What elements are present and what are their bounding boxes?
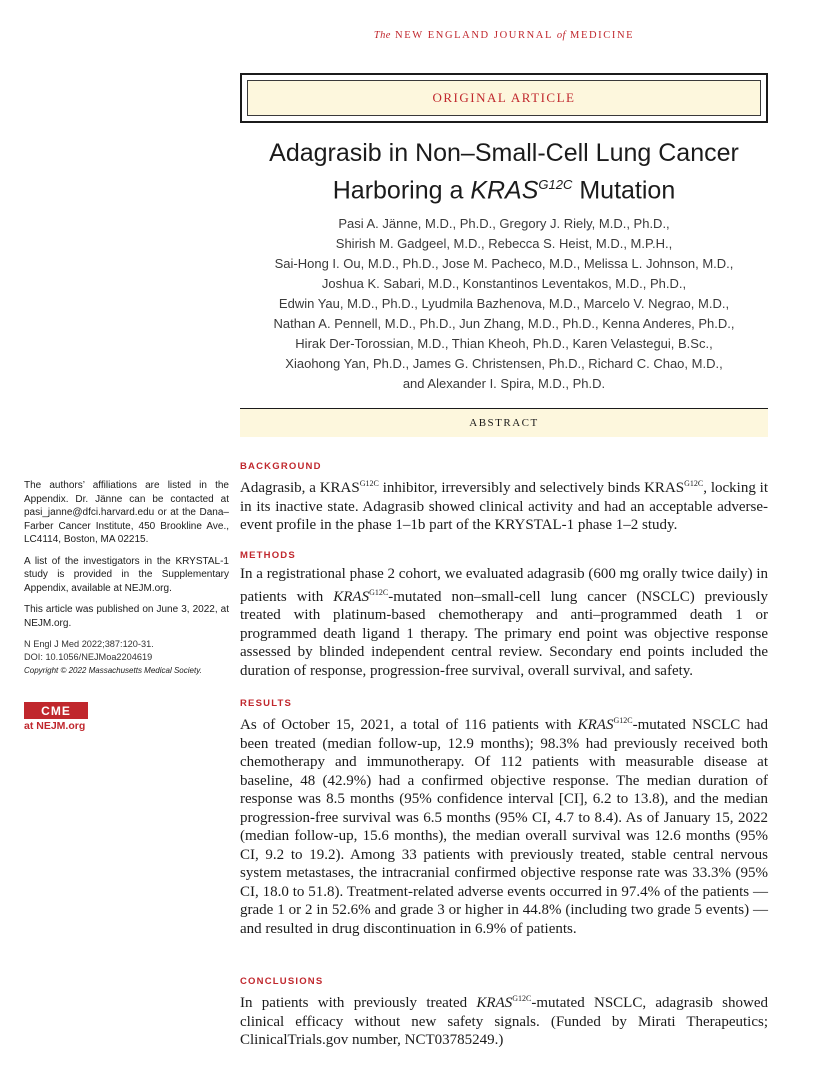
affiliations-note: The authors’ affiliations are listed in the Appendix. Dr. Jänne can be contacted at pasi_janne@dfci.harvard.edu or at the Dana–Farber Cancer Institute, 450 Brookline Ave., LC4114, Boston, MA 02215. [24, 480, 229, 545]
author-line: Nathan A. Pennell, M.D., Ph.D., Jun Zhang, M.D., Ph.D., Kenna Anderes, Ph.D., [273, 316, 735, 331]
article-title [240, 138, 768, 206]
conclusions-text-1: In patients with previously treated [240, 995, 477, 1011]
background-heading: BACKGROUND [240, 461, 322, 472]
cme-badge[interactable]: CME [24, 702, 88, 719]
results-text-2: -mutated NSCLC had been treated (median follow-up, 12.9 months); 98.3% had previously received both chemotherapy and immunotherapy. Of 112 patients with measurable disease at baseline, 48 (42.9%) had a confirmed objective response. The median duration of response was 8.5 months (95% confidence interval [CI], 6.2 to 13.8), and the median progression-free survival was 6.5 months (95% CI, 4.7 to 8.4). As of January 15, 2022 (median follow-up, 15.6 months), the median overall survival was 12.6 months (95% CI, 9.2 to 19.2). Among 33 patients with previously treated, stable central nervous system metastases, the intracranial confirmed objective response rate was 33.3% (95% CI, 18.0 to 51.8). Treatment-related adverse events occurred in 97.4% of the patients — grade 1 or 2 in 52.6% and grade 3 or higher in 44.8% (including two grade 5 events) — and resulted in drug discontinuation in 6.9% of patients. [240, 717, 768, 937]
mutation-superscript: G12C [613, 716, 633, 725]
title-gene: KRAS [470, 176, 539, 205]
gene-name: KRAS [333, 588, 370, 605]
author-line: and Alexander I. Spira, M.D., Ph.D. [402, 376, 606, 391]
background-text [240, 475, 768, 535]
masthead-of: of [556, 30, 566, 41]
author-line: Joshua K. Sabari, M.D., Konstantinos Leventakos, M.D., Ph.D., [321, 276, 687, 291]
mutation-superscript: G12C [684, 479, 704, 488]
background-text-1: Adagrasib, a KRAS [240, 480, 360, 496]
masthead-pre: NEW ENGLAND JOURNAL [395, 30, 553, 41]
masthead-post: MEDICINE [570, 30, 635, 41]
mutation-superscript: G12C [359, 479, 379, 488]
title-mutation: G12C [538, 177, 573, 192]
title-line-2-post: Mutation [572, 176, 676, 205]
methods-heading: METHODS [240, 550, 296, 561]
author-list [240, 214, 768, 394]
methods-text-2: -mutated non–small-cell lung cancer (NSCLC) previously treated with platinum-based chemotherapy and anti–programmed death 1 or programmed death ligand 1 therapy. The primary end point was objective response assessed by blinded independent central review. Secondary end points included the duration of response, progression-free survival, overall survival, and safety. [240, 588, 768, 679]
doi: DOI: 10.1056/NEJMoa2204619 [24, 652, 153, 662]
sidebar-notes [24, 479, 229, 678]
abstract-heading: ABSTRACT [240, 408, 768, 437]
background-text-3: , locking it in its inactive state. Adagrasib showed clinical activity and had an acceptable adverse-event profile in the phase 1–1b part of the KRYSTAL-1 phase 1–2 study. [240, 480, 768, 533]
conclusions-text-2: -mutated NSCLC, adagrasib showed clinical efficacy without new safety signals. (Funded by Mirati Therapeutics; ClinicalTrials.gov number, NCT03785249.) [240, 995, 768, 1048]
conclusions-heading: CONCLUSIONS [240, 976, 324, 987]
methods-text [240, 565, 768, 680]
author-line: Edwin Yau, M.D., Ph.D., Lyudmila Bazhenova, M.D., Marcelo V. Negrao, M.D., [278, 296, 730, 311]
journal-masthead [240, 30, 768, 41]
investigators-note: A list of the investigators in the KRYSTAL-1 study is provided in the Supplementary Appendix, available at NEJM.org. [24, 555, 229, 594]
masthead-the: The [373, 30, 391, 41]
author-line: Sai-Hong I. Ou, M.D., Ph.D., Jose M. Pacheco, M.D., Melissa L. Johnson, M.D., [274, 256, 734, 271]
article-type-label: ORIGINAL ARTICLE [247, 80, 761, 116]
cme-link[interactable]: at NEJM.org [24, 720, 86, 732]
citation: N Engl J Med 2022;387:120-31. [24, 639, 154, 649]
background-text-2: inhibitor, irreversibly and selectively binds KRAS [378, 480, 685, 496]
results-heading: RESULTS [240, 698, 293, 709]
gene-name: KRAS [577, 717, 614, 733]
results-text [240, 712, 768, 938]
title-line-1: Adagrasib in Non–Small-Cell Lung Cancer [269, 139, 739, 167]
author-line: Pasi A. Jänne, M.D., Ph.D., Gregory J. Riely, M.D., Ph.D., [338, 216, 670, 231]
copyright: Copyright © 2022 Massachusetts Medical Society. [24, 666, 202, 675]
mutation-superscript: G12C [369, 587, 389, 597]
methods-text-1: In a registrational phase 2 cohort, we evaluated adagrasib (600 mg orally twice daily) in patients with [240, 566, 768, 605]
published-note: This article was published on June 3, 2022, at NEJM.org. [24, 604, 229, 629]
author-line: Hirak Der-Torossian, M.D., Thian Kheoh, Ph.D., Karen Velastegui, B.Sc., [295, 336, 713, 351]
author-line: Shirish M. Gadgeel, M.D., Rebecca S. Heist, M.D., M.P.H., [335, 236, 673, 251]
article-type-frame [240, 73, 768, 123]
author-line: Xiaohong Yan, Ph.D., James G. Christensen, Ph.D., Richard C. Chao, M.D., [285, 356, 723, 371]
results-text-1: As of October 15, 2021, a total of 116 patients with [240, 717, 578, 733]
title-line-2-pre: Harboring a [332, 176, 471, 205]
gene-name: KRAS [476, 995, 513, 1011]
mutation-superscript: G12C [512, 994, 532, 1003]
conclusions-text [240, 990, 768, 1050]
